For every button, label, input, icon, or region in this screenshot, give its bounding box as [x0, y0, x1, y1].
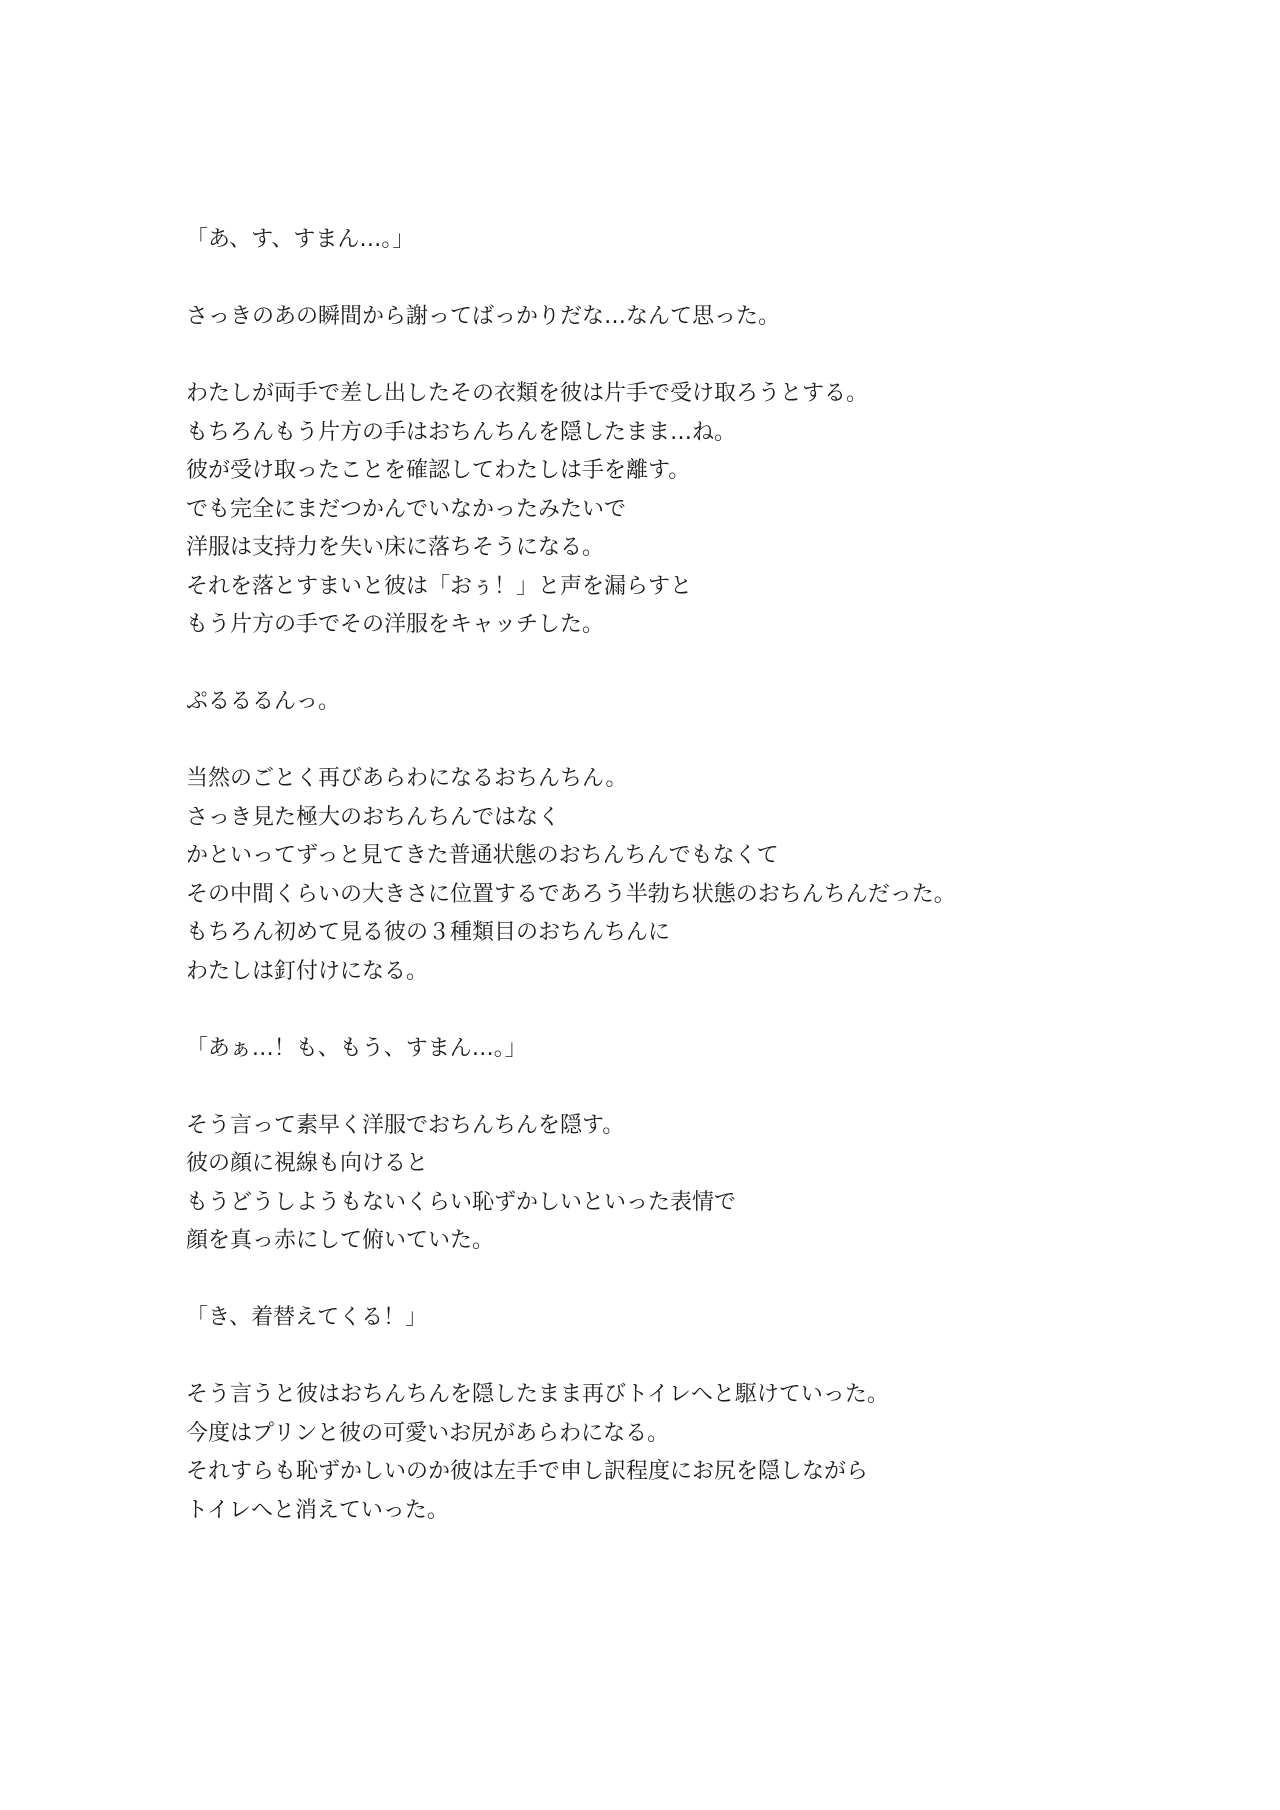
text-line: そう言うと彼はおちんちんを隠したまま再びトイレへと駆けていった。	[186, 1382, 889, 1407]
body-text	[186, 221, 1186, 1530]
text-line: わたしは釘付けになる。	[186, 958, 429, 984]
blank-line	[186, 991, 1186, 1030]
blank-line	[186, 1338, 1186, 1377]
text-line: もうどうしようもないくらい恥ずかしいといった表情で	[186, 1189, 737, 1215]
blank-line	[186, 1068, 1186, 1107]
text-line: 洋服は支持力を失い床に落ちそうになる。	[186, 535, 605, 560]
text-line: かといってずっと見てきた普通状態のおちんちんでもなくて	[186, 843, 779, 868]
text-line: 彼が受け取ったことを確認してわたしは手を離す。	[186, 458, 691, 483]
text-line: わたしが両手で差し出したその衣類を彼は片手で受け取ろうとする。	[186, 381, 869, 406]
text-line: 「あ、す、すまん…。」	[186, 227, 415, 252]
text-line: その中間くらいの大きさに位置するであろう半勃ち状態のおちんちんだった。	[186, 881, 956, 907]
text-line: さっき見た極大のおちんちんではなく	[186, 804, 561, 830]
text-line: 当然のごとく再びあらわになるおちんちん。	[186, 766, 628, 791]
blank-line	[186, 645, 1186, 684]
text-line: さっきのあの瞬間から謝ってばっかりだな…なんて思った。	[186, 304, 781, 329]
text-line: もう片方の手でその洋服をキャッチした。	[186, 612, 605, 637]
blank-line	[186, 722, 1186, 761]
text-line: 「き、着替えてくる！」	[186, 1305, 428, 1330]
text-line: 彼の顔に視線も向けると	[186, 1151, 429, 1176]
text-line: 顔を真っ赤にして俯いていた。	[186, 1228, 495, 1253]
text-line: それを落とすまいと彼は「おぅ！」と声を漏らすと	[186, 573, 693, 599]
blank-line	[186, 260, 1186, 299]
text-line: 「あぁ…！も、もう、すまん…。」	[186, 1035, 527, 1061]
text-line: もちろん初めて見る彼の３種類目のおちんちんに	[186, 920, 671, 945]
text-line: もちろんもう片方の手はおちんちんを隠したまま…ね。	[186, 419, 737, 445]
blank-line	[186, 337, 1186, 376]
text-line: 今度はプリンと彼の可愛いお尻があらわになる。	[186, 1420, 670, 1446]
text-line: でも完全にまだつかんでいなかったみたいで	[186, 496, 627, 522]
blank-line	[186, 1261, 1186, 1300]
text-line: そう言って素早く洋服でおちんちんを隠す。	[186, 1112, 625, 1138]
text-line: ぷるるるんっ。	[186, 689, 341, 714]
text-line: それすらも恥ずかしいのか彼は左手で申し訳程度にお尻を隠しながら	[186, 1459, 869, 1484]
text-line: トイレへと消えていった。	[186, 1497, 449, 1523]
